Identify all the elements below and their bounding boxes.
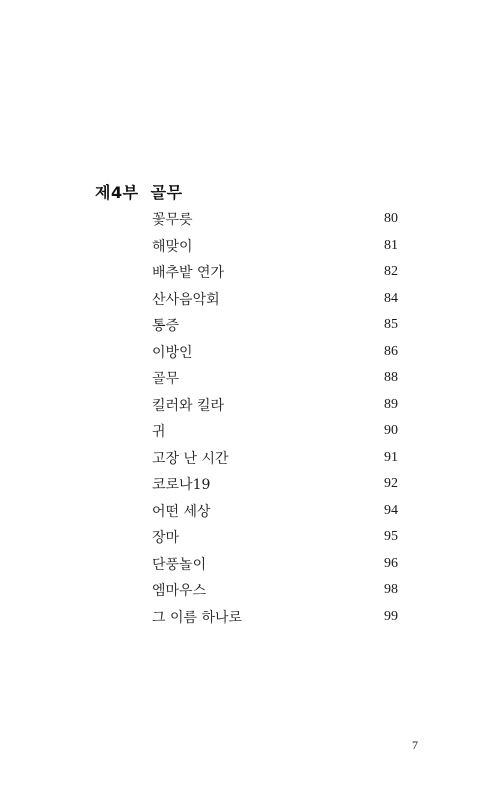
toc-entry-title: 이방인	[152, 344, 193, 361]
toc-entry-page: 92	[384, 476, 398, 492]
toc-entry-page: 84	[384, 290, 398, 306]
toc-entry-page: 90	[384, 423, 398, 439]
toc-entry	[152, 551, 398, 578]
toc-entry-title: 귀	[152, 424, 166, 441]
toc-entry-title: 고장 난 시간	[152, 450, 229, 467]
toc-entry	[152, 259, 398, 286]
toc-entry	[152, 392, 398, 419]
toc-entry-page: 98	[384, 582, 398, 598]
toc-entry-title: 해맞이	[152, 238, 193, 255]
toc-entry-title: 골무	[152, 371, 180, 388]
toc-entry-title: 통증	[152, 318, 180, 335]
toc-entry	[152, 604, 398, 631]
toc-entry-page: 82	[384, 264, 398, 280]
toc-entry-page: 96	[384, 555, 398, 571]
toc-entry-page: 94	[384, 502, 398, 518]
toc-entry-page: 81	[384, 237, 398, 253]
toc-entry-title: 킬러와 킬라	[152, 397, 225, 414]
toc-entry	[152, 577, 398, 604]
toc-entry	[152, 206, 398, 233]
toc-entry	[152, 445, 398, 472]
toc-entry	[152, 418, 398, 445]
toc-entry-page: 95	[384, 529, 398, 545]
toc-entry	[152, 524, 398, 551]
toc-entry-title: 배추밭 연가	[152, 265, 225, 282]
toc-entry-title: 어떤 세상	[152, 503, 211, 520]
toc-entry-title: 그 이름 하나로	[152, 609, 243, 626]
toc-entry-title: 산사음악회	[152, 291, 220, 308]
toc-entry-page: 85	[384, 317, 398, 333]
toc-entry	[152, 286, 398, 313]
toc-entry-page: 89	[384, 396, 398, 412]
toc-entry-title: 엠마우스	[152, 583, 207, 600]
toc-entry-page: 99	[384, 608, 398, 624]
toc-entry-title: 코로나19	[152, 477, 211, 494]
toc-entry-title: 장마	[152, 530, 180, 547]
page-number: 7	[412, 738, 418, 752]
toc-entry	[152, 498, 398, 525]
table-of-contents	[152, 206, 398, 630]
toc-entry-page: 86	[384, 343, 398, 359]
toc-entry	[152, 233, 398, 260]
toc-entry-title: 단풍놀이	[152, 556, 207, 573]
section-title: 제4부 골무	[95, 183, 183, 202]
toc-entry-page: 88	[384, 370, 398, 386]
toc-entry-page: 80	[384, 211, 398, 227]
toc-entry	[152, 312, 398, 339]
toc-entry-page: 91	[384, 449, 398, 465]
toc-entry-title: 꽃무릇	[152, 212, 193, 229]
toc-entry	[152, 339, 398, 366]
toc-entry	[152, 365, 398, 392]
toc-entry	[152, 471, 398, 498]
